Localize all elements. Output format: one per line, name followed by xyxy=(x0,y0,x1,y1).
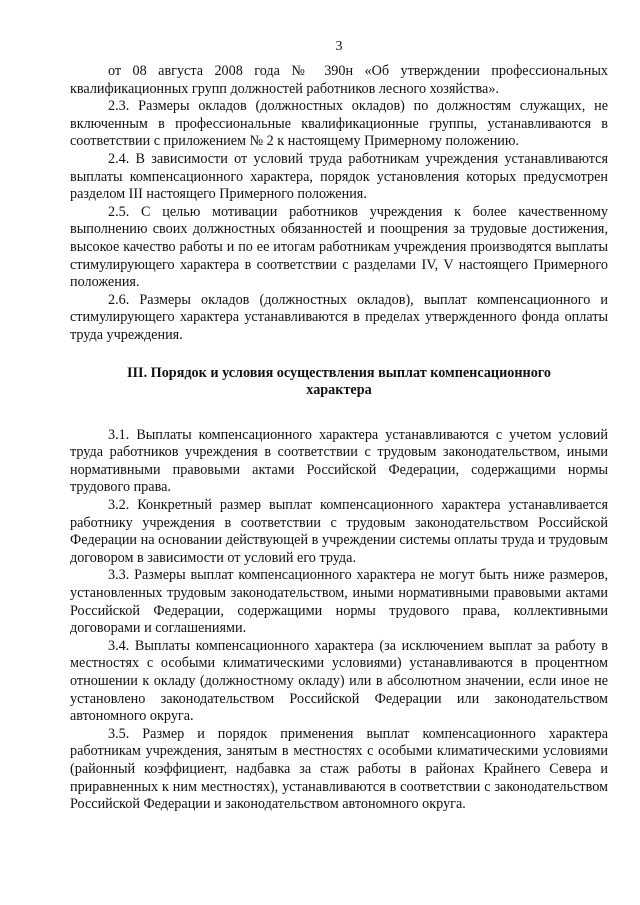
paragraph-3-2: 3.2. Конкретный размер выплат компенсационного характера устанавливается работнику учреждения в соответствии с трудовым законодательством Российской Федерации на основании действующей в учреждении системы оплаты труда и трудовым договором в зависимости от условий его труда. xyxy=(70,497,608,566)
paragraph-2-4: 2.4. В зависимости от условий труда работникам учреждения устанавливаются выплаты компенсационного характера, порядок установления которых предусмотрен разделом III настоящего Примерного положения. xyxy=(70,150,608,203)
paragraph-2-6: 2.6. Размеры окладов (должностных окладов), выплат компенсационного и стимулирующего характера устанавливаются в пределах утвержденного фонда оплаты труда учреждения. xyxy=(70,291,608,343)
page-number: 3 xyxy=(335,39,343,54)
paragraph-2-3: 2.3. Размеры окладов (должностных окладов) по должностям служащих, не включенным в профессиональные квалификационные группы, устанавливаются в соответствии с приложением № 2 к настоящему Примерному положению. xyxy=(70,98,608,150)
document-body xyxy=(70,63,608,814)
paragraph-3-3: 3.3. Размеры выплат компенсационного характера не могут быть ниже размеров, установленных трудовым законодательством, иными нормативными правовыми актами Российской Федерации, содержащими нормы трудового права, коллективными договорами и соглашениями. xyxy=(70,567,608,637)
paragraph-continuation: от 08 августа 2008 года № 390н «Об утверждении профессиональных квалификационных групп должностей работников лесного хозяйства». xyxy=(70,63,608,97)
paragraph-3-1: 3.1. Выплаты компенсационного характера устанавливаются с учетом условий труда работников учреждения в соответствии с трудовым законодательством, иными нормативными правовыми актами Российской Федерации, содержащими нормы трудового права. xyxy=(70,426,608,496)
paragraph-3-4: 3.4. Выплаты компенсационного характера (за исключением выплат за работу в местностях с особыми климатическими условиями) устанавливаются в процентном отношении к окладу (должностному окладу) или в абсолютном значении, если иное не установлено законодательством Российской Федерации или законодательством автономного округа. xyxy=(70,637,608,725)
paragraph-3-5: 3.5. Размер и порядок применения выплат компенсационного характера работникам учреждения, занятым в местностях с особыми климатическими условиями (районный коэффициент, надбавка за стаж работы в районах Крайнего Севера и приравненных к ним местностях), устанавливаются в соответствии с законодательством Российской Федерации и законодательством автономного округа. xyxy=(70,725,608,813)
paragraph-2-5: 2.5. С целью мотивации работников учреждения к более качественному выполнению своих должностных обязанностей и поощрения за трудовые достижения, высокое качество работы и по ее итогам работникам учреждения производятся выплаты стимулирующего характера в соответствии с разделами IV, V настоящего Примерного положения. xyxy=(70,203,608,291)
section-title: III. Порядок и условия осуществления выплат компенсационного характера xyxy=(127,364,551,399)
